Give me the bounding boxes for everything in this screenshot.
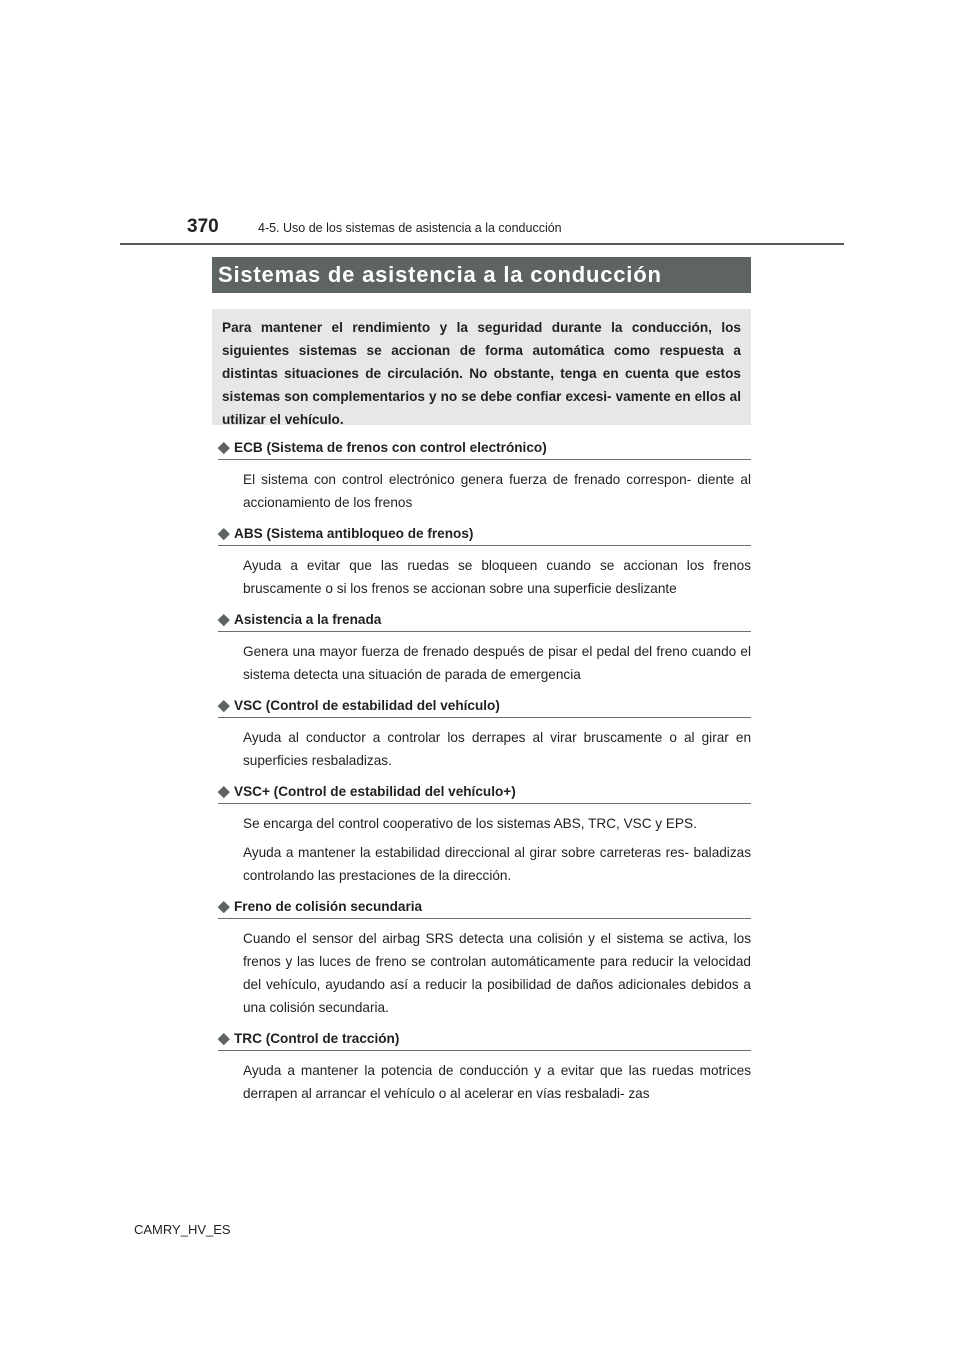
- item-paragraph: Genera una mayor fuerza de frenado después de pisar el pedal del freno cuando el sistema detecta una situación de parada de emergencia: [243, 644, 751, 682]
- diamond-bullet-icon: ◆: [218, 898, 230, 915]
- diamond-bullet-icon: ◆: [218, 783, 230, 800]
- item-heading: [218, 896, 751, 919]
- item-paragraph: Se encarga del control cooperativo de los sistemas ABS, TRC, VSC y EPS.: [243, 816, 697, 831]
- diamond-bullet-icon: ◆: [218, 611, 230, 628]
- intro-box: [212, 309, 751, 425]
- item-paragraph: Ayuda a evitar que las ruedas se bloqueen cuando se accionan los frenos bruscamente o si los frenos se accionan sobre una superficie deslizante: [243, 558, 751, 596]
- item-description: [243, 927, 751, 1019]
- item-heading: [218, 695, 751, 718]
- item-heading: [218, 1028, 751, 1051]
- list-item: [218, 695, 751, 772]
- item-heading-text: ECB (Sistema de frenos con control electrónico): [234, 440, 547, 455]
- item-paragraph: Ayuda al conductor a controlar los derrapes al virar bruscamente o al girar en superficies resbaladizas.: [243, 730, 751, 768]
- diamond-bullet-icon: ◆: [218, 1030, 230, 1047]
- list-item: [218, 609, 751, 686]
- item-heading-text: VSC+ (Control de estabilidad del vehículo+): [234, 784, 516, 799]
- item-heading-text: TRC (Control de tracción): [234, 1031, 400, 1046]
- list-item: [218, 437, 751, 514]
- list-item: [218, 896, 751, 1019]
- system-list: [218, 437, 751, 1114]
- item-heading: [218, 523, 751, 546]
- item-heading-text: VSC (Control de estabilidad del vehículo): [234, 698, 500, 713]
- item-description: [243, 726, 751, 772]
- item-paragraph: Ayuda a mantener la estabilidad direccional al girar sobre carreteras res- baladizas controlando las prestaciones de la dirección.: [243, 845, 751, 883]
- item-description: [243, 640, 751, 686]
- intro-text: Para mantener el rendimiento y la seguridad durante la conducción, los siguientes sistemas se accionan de forma automática como respuesta a distintas situaciones de circulación. No obstante, tenga en cuenta que estos sistemas son complementarios y no se debe confiar excesi- vamente en ellos al utilizar el vehículo.: [222, 320, 741, 427]
- item-paragraph: Cuando el sensor del airbag SRS detecta una colisión y el sistema se activa, los frenos y las luces de freno se controlan automáticamente para reducir la velocidad del vehículo, ayudando así a reducir la posibilidad de daños adicionales debidos a una colisión secundaria.: [243, 931, 751, 1015]
- list-item: [218, 781, 751, 887]
- item-heading-text: Freno de colisión secundaria: [234, 899, 423, 914]
- list-item: [218, 1028, 751, 1105]
- item-description: [243, 468, 751, 514]
- diamond-bullet-icon: ◆: [218, 525, 230, 542]
- diamond-bullet-icon: ◆: [218, 697, 230, 714]
- item-heading: [218, 437, 751, 460]
- item-heading-text: Asistencia a la frenada: [234, 612, 382, 627]
- item-description: [243, 812, 751, 887]
- item-heading-text: ABS (Sistema antibloqueo de frenos): [234, 526, 474, 541]
- item-description: [243, 1059, 751, 1105]
- item-heading: [218, 781, 751, 804]
- page-title: Sistemas de asistencia a la conducción: [212, 257, 751, 293]
- page-number: 370: [187, 216, 219, 237]
- item-heading: [218, 609, 751, 632]
- item-description: [243, 554, 751, 600]
- item-paragraph: El sistema con control electrónico genera fuerza de frenado correspon- diente al accionamiento de los frenos: [243, 472, 751, 510]
- header-divider: [120, 243, 844, 245]
- item-paragraph: Ayuda a mantener la potencia de conducción y a evitar que las ruedas motrices derrapen al arrancar el vehículo o al acelerar en vías resbaladi- zas: [243, 1063, 751, 1101]
- list-item: [218, 523, 751, 600]
- section-path: 4-5. Uso de los sistemas de asistencia a la conducción: [258, 221, 562, 235]
- diamond-bullet-icon: ◆: [218, 439, 230, 456]
- footer-model-code: CAMRY_HV_ES: [134, 1222, 231, 1237]
